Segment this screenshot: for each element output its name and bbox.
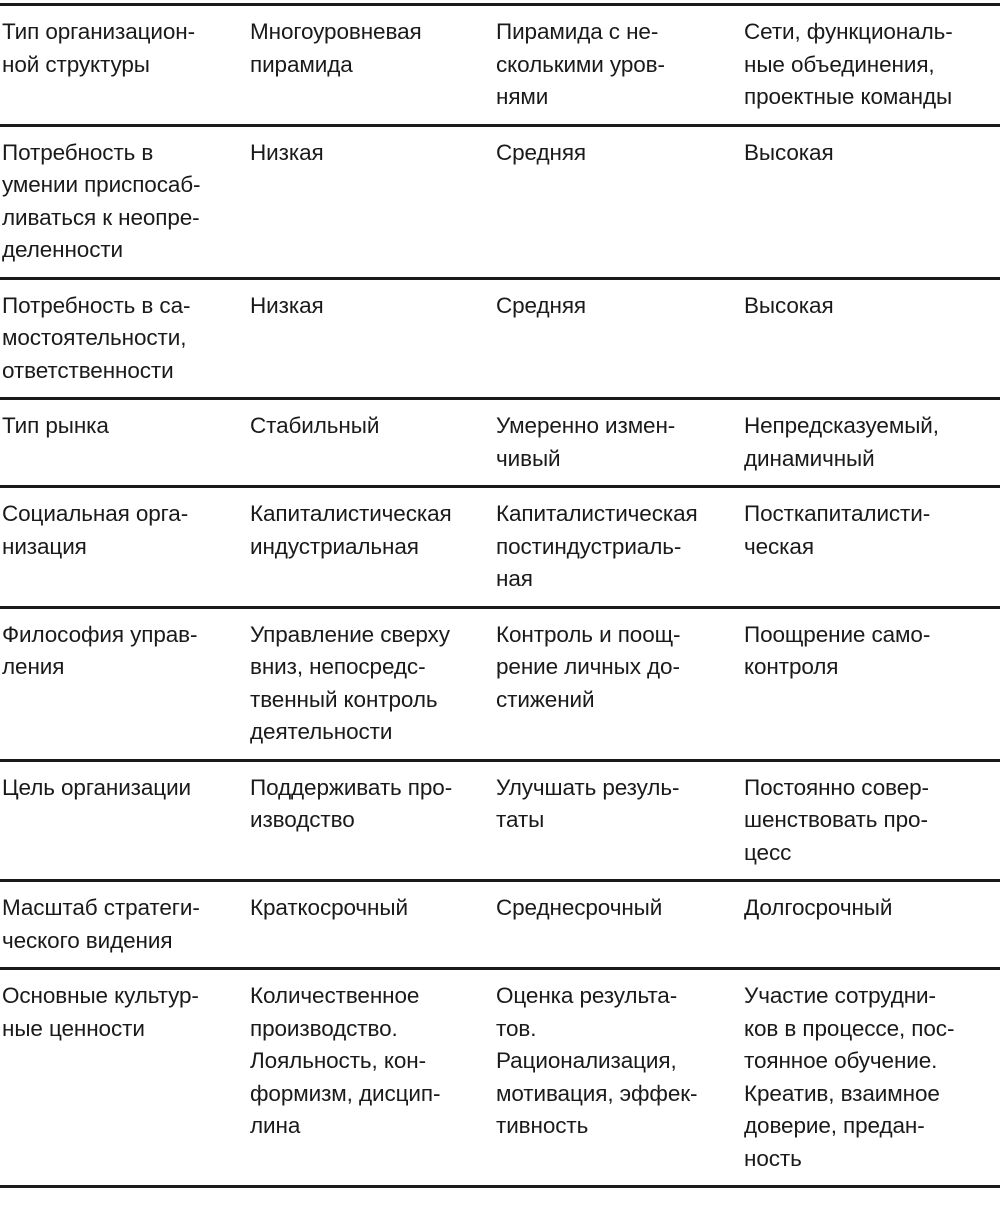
table-row xyxy=(0,5,1000,126)
row-label: Масштаб стратеги- ческого видения xyxy=(2,895,200,953)
table-cell: Капиталистическая постиндустриаль- ная xyxy=(496,501,698,591)
table-cell: Участие сотрудни- ков в процессе, пос- тоянное обучение. Креатив, взаимное доверие, предан- ность xyxy=(744,983,955,1171)
table-cell: Посткапиталисти- ческая xyxy=(744,501,931,559)
table-cell: Поддерживать про- изводство xyxy=(250,774,453,832)
table-cell: Высокая xyxy=(744,139,834,165)
table-cell: Низкая xyxy=(250,292,324,318)
table-cell: Непредсказуемый, динамичный xyxy=(744,413,939,471)
table-cell: Долгосрочный xyxy=(744,895,893,920)
table-cell: Количественное производство. Лояльность, кон- формизм, дисцип- лина xyxy=(250,983,441,1138)
table-cell: Постоянно совер- шенствовать про- цесс xyxy=(744,774,929,865)
row-label: Философия управ- ления xyxy=(2,621,198,679)
table-cell: Управление сверху вниз, непосредс- твенный контроль деятельности xyxy=(250,621,450,744)
table-row xyxy=(0,881,1000,969)
table-cell: Сети, функциональ- ные объединения, проектные команды xyxy=(744,19,953,109)
table-row xyxy=(0,760,1000,881)
comparison-table xyxy=(0,3,1000,1188)
table-cell: Многоуровневая пирамида xyxy=(250,19,422,77)
row-label: Тип рынка xyxy=(2,413,109,438)
table-cell: Улучшать резуль- таты xyxy=(496,774,680,832)
row-label: Потребность в умении приспосаб- ливаться к неопре- деленности xyxy=(2,139,201,262)
table-cell: Пирамида с не- сколькими уров- нями xyxy=(496,19,665,109)
table-row xyxy=(0,278,1000,399)
row-label: Социальная орга- низация xyxy=(2,501,189,559)
table-body xyxy=(0,5,1000,1187)
table-cell: Средняя xyxy=(496,139,587,165)
table-cell: Оценка результа- тов. Рационализация, мотивация, эффек- тивность xyxy=(496,983,698,1138)
row-label: Потребность в са- мостоятельности, ответственности xyxy=(2,292,191,383)
table-cell: Стабильный xyxy=(250,413,380,438)
table-cell: Умеренно измен- чивый xyxy=(496,413,676,471)
table-cell: Средняя xyxy=(496,292,587,318)
row-label: Цель организации xyxy=(2,774,192,800)
table-row xyxy=(0,399,1000,487)
table-row xyxy=(0,607,1000,760)
row-label: Основные культур- ные ценности xyxy=(2,983,199,1041)
table-cell: Капиталистическая индустриальная xyxy=(250,501,452,559)
table-row xyxy=(0,125,1000,278)
table-cell: Краткосрочный xyxy=(250,895,408,920)
table-row xyxy=(0,487,1000,608)
table-cell: Контроль и поощ- рение личных до- стижений xyxy=(496,621,681,712)
table-cell: Высокая xyxy=(744,292,834,318)
table-cell: Среднесрочный xyxy=(496,895,663,920)
table-cell: Низкая xyxy=(250,139,324,165)
table-row xyxy=(0,969,1000,1187)
table-cell: Поощрение само- контроля xyxy=(744,621,931,679)
row-label: Тип организацион- ной структуры xyxy=(2,19,196,77)
